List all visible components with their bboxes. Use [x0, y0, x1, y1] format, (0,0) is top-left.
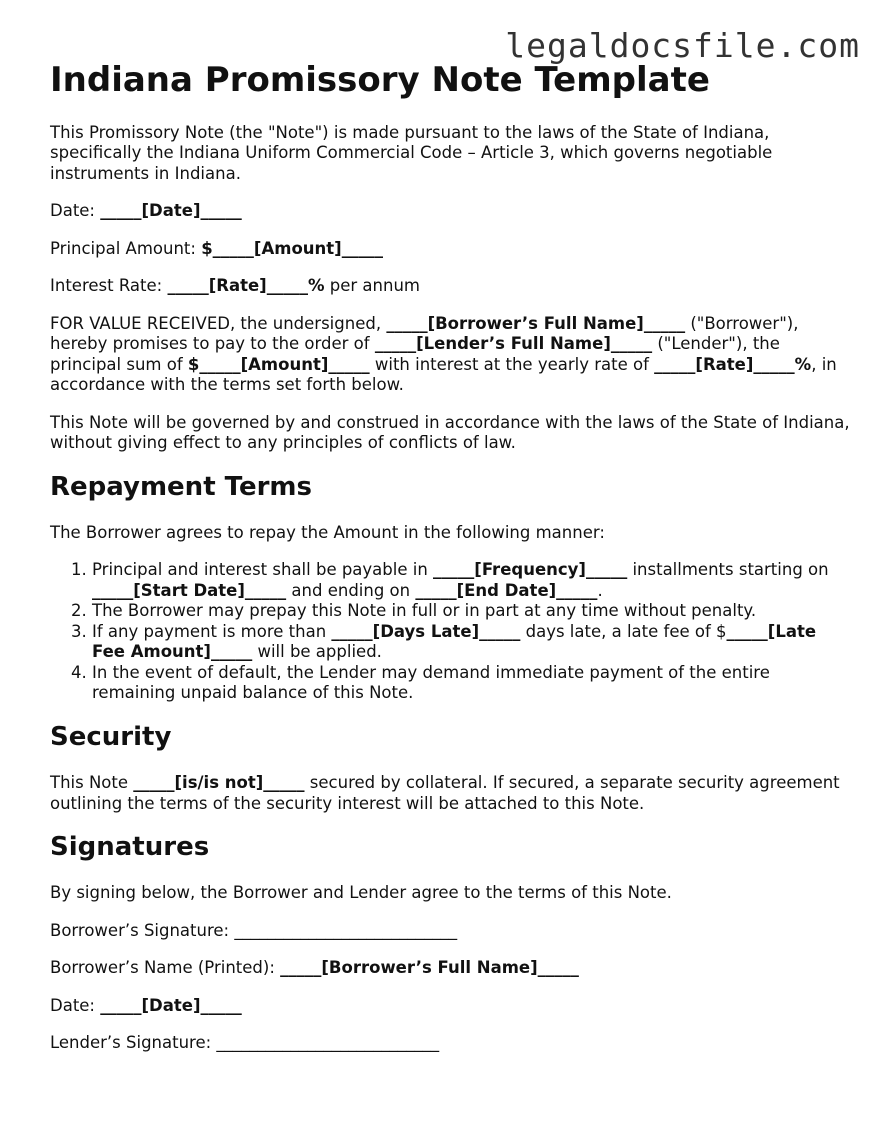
borrower-name-field: _____[Borrower’s Full Name]_____ — [386, 313, 686, 333]
text: , in accordance with the terms set forth below. — [50, 354, 837, 395]
start-date-field: _____[Start Date]_____ — [92, 580, 287, 600]
borrower-printed-name-line — [50, 958, 850, 979]
borrower-signature-line: Borrower’s Signature: ___________________________ — [50, 920, 458, 940]
principal-line — [50, 239, 850, 260]
security-heading: Security — [50, 721, 172, 752]
text: If any payment is more than — [92, 621, 332, 641]
text: . — [597, 580, 603, 600]
interest-field: _____[Rate]_____% — [167, 276, 325, 296]
text: will be applied. — [252, 642, 382, 662]
signatures-heading: Signatures — [50, 832, 210, 863]
date-label: Date: — [50, 201, 101, 221]
repayment-heading: Repayment Terms — [50, 471, 312, 502]
value-received-paragraph — [50, 314, 850, 396]
text: with interest at the yearly rate of — [369, 354, 655, 374]
date-line — [50, 201, 850, 222]
end-date-field: _____[End Date]_____ — [415, 580, 598, 600]
watermark: legaldocsfile.com — [505, 26, 860, 65]
days-late-field: _____[Days Late]_____ — [331, 621, 521, 641]
text: This Note — [50, 773, 134, 793]
borrower-printed-name-field: _____[Borrower’s Full Name]_____ — [280, 958, 579, 978]
text: FOR VALUE RECEIVED, the undersigned, — [50, 313, 387, 333]
text: Date: — [50, 995, 101, 1015]
page-title: Indiana Promissory Note Template — [50, 60, 710, 100]
frequency-field: _____[Frequency]_____ — [433, 560, 628, 580]
governing-law-paragraph: This Note will be governed by and construed in accordance with the laws of the State of Indiana, without giving effect to any principles of conflicts of law. — [50, 412, 850, 453]
text: installments starting on — [627, 560, 829, 580]
signature-date-field: _____[Date]_____ — [100, 995, 242, 1015]
list-item — [92, 560, 850, 601]
date-field: _____[Date]_____ — [100, 201, 242, 221]
repayment-intro: The Borrower agrees to repay the Amount in the following manner: — [50, 522, 605, 542]
signatures-intro: By signing below, the Borrower and Lender agree to the terms of this Note. — [50, 883, 672, 903]
list-item: 4. In the event of default, the Lender may demand immediate payment of the entire remaining unpaid balance of this Note. — [92, 663, 850, 704]
security-paragraph — [50, 773, 850, 814]
document — [50, 60, 850, 1071]
list-item — [92, 622, 850, 663]
interest-suffix: per annum — [324, 276, 420, 296]
interest-label: Interest Rate: — [50, 276, 168, 296]
intro-paragraph: This Promissory Note (the "Note") is made pursuant to the laws of the State of Indiana, specifically the Indiana Uniform Commercial Code – Article 3, which governs negotiable instruments in Indiana. — [50, 122, 773, 183]
text: ("Borrower"), hereby promises to pay to the order of — [50, 313, 799, 354]
is-is-not-field: _____[is/is not]_____ — [133, 773, 305, 793]
lender-name-field: _____[Lender’s Full Name]_____ — [374, 334, 653, 354]
principal-field: $_____[Amount]_____ — [201, 238, 383, 258]
text: ("Lender"), the principal sum of — [50, 334, 780, 374]
text: Principal and interest shall be payable in — [92, 560, 434, 580]
rate-field: _____[Rate]_____% — [654, 354, 812, 374]
lender-signature-line: Lender’s Signature: ___________________________ — [50, 1033, 440, 1053]
list-item: 2. The Borrower may prepay this Note in full or in part at any time without penalty. — [92, 601, 850, 622]
interest-line — [50, 276, 850, 297]
amount-field: $_____[Amount]_____ — [187, 354, 370, 374]
text: days late, a late fee of $ — [520, 621, 727, 641]
repayment-list — [50, 560, 850, 704]
text: secured by collateral. If secured, a separate security agreement outlining the terms of the security interest will be attached to this Note. — [50, 773, 840, 813]
principal-label: Principal Amount: — [50, 238, 202, 258]
text: Borrower’s Name (Printed): — [50, 958, 281, 978]
text: and ending on — [286, 580, 416, 600]
signature-date-line — [50, 996, 850, 1017]
late-fee-field: _____[Late Fee Amount]_____ — [92, 621, 817, 662]
